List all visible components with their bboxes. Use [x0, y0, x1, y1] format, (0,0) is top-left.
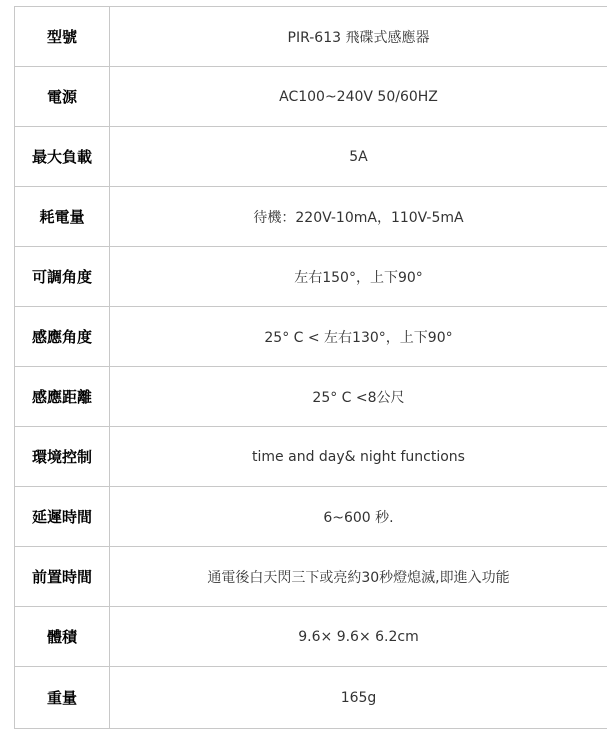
table-row: [15, 607, 607, 667]
spec-label: 延遲時間: [15, 487, 110, 547]
spec-label: 感應距離: [15, 367, 110, 427]
spec-label: 可調角度: [15, 247, 110, 307]
spec-value: time and day& night functions: [110, 427, 607, 487]
spec-value: 165g: [110, 667, 607, 729]
table-row: [15, 547, 607, 607]
table-row: [15, 127, 607, 187]
spec-label: 耗電量: [15, 187, 110, 247]
spec-value: AC100~240V 50/60HZ: [110, 67, 607, 127]
spec-label: 電源: [15, 67, 110, 127]
spec-label: 環境控制: [15, 427, 110, 487]
table-row: [15, 7, 607, 67]
spec-label: 重量: [15, 667, 110, 729]
spec-value: 25° C < 左右130°，上下90°: [110, 307, 607, 367]
table-row: [15, 67, 607, 127]
spec-value: 5A: [110, 127, 607, 187]
spec-label: 體積: [15, 607, 110, 667]
table-row: [15, 247, 607, 307]
table-row: [15, 667, 607, 729]
table-row: [15, 427, 607, 487]
spec-label: 最大負載: [15, 127, 110, 187]
spec-label: 前置時間: [15, 547, 110, 607]
spec-label: 感應角度: [15, 307, 110, 367]
spec-value: 25° C <8公尺: [110, 367, 607, 427]
spec-value: 9.6× 9.6× 6.2cm: [110, 607, 607, 667]
spec-label: 型號: [15, 7, 110, 67]
spec-value: 待機：220V-10mA，110V-5mA: [110, 187, 607, 247]
spec-table: [14, 6, 607, 729]
spec-value: 左右150°，上下90°: [110, 247, 607, 307]
table-row: [15, 487, 607, 547]
table-row: [15, 187, 607, 247]
table-row: [15, 307, 607, 367]
spec-value: 通電後白天閃三下或亮約30秒燈熄滅,即進入功能: [110, 547, 607, 607]
table-row: [15, 367, 607, 427]
spec-value: PIR-613 飛碟式感應器: [110, 7, 607, 67]
spec-value: 6~600 秒.: [110, 487, 607, 547]
